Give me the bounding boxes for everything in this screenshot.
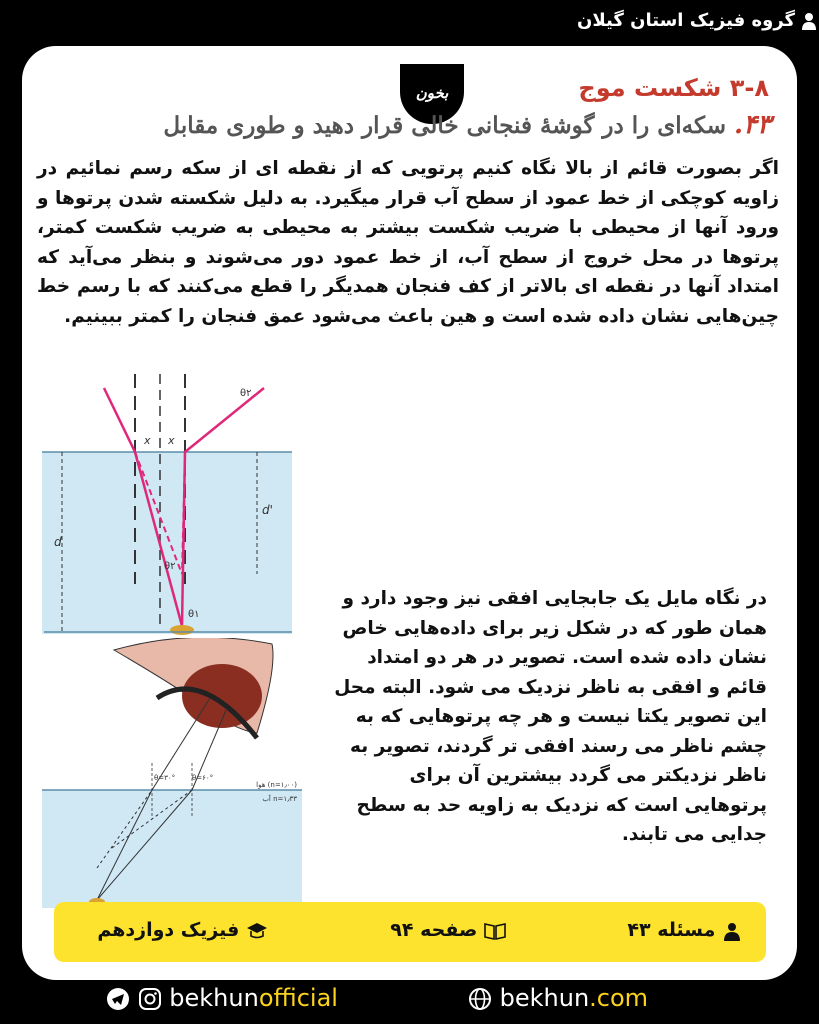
water-region-2 xyxy=(42,790,302,908)
coin xyxy=(170,625,194,635)
logo-text: بخون xyxy=(415,84,449,102)
footer-page: صفحه ۹۴ xyxy=(390,919,506,941)
label-theta2: θ۲ xyxy=(164,561,176,572)
label-d-prime: d' xyxy=(262,503,273,517)
group-label: گروه فیزیک استان گیلان xyxy=(577,10,795,31)
graduation-cap-icon xyxy=(246,922,268,940)
problem-number: ۴۳. xyxy=(734,110,771,140)
telegram-icon xyxy=(106,987,130,1011)
label-theta1: θ۱ xyxy=(188,609,200,620)
label-angle-a: θ=۳۰° xyxy=(154,774,176,782)
eye-iris xyxy=(182,664,262,728)
label-x-left: x xyxy=(144,434,151,447)
social-telegram-instagram[interactable]: bekhunofficial xyxy=(106,984,338,1012)
footer-problem: مسئله ۴۳ xyxy=(627,919,742,941)
answer-paragraph-1: اگر بصورت قائم از بالا نگاه کنیم پرتویی که از نقطه ای از سکه رسم نمائیم در زاویه کوچکی از خط عمود از سطح آب قرار میگیرد. به دلیل شکسته شدن پرتوها و ورود آنها از محیطی با ضریب شکست بیشتر به محیطی به ضریب شکست کمتر، پرتوها در محل خروج از سطح آب، از خط عمود دور می‌شوند و بنظر می‌آید که امتداد آنها در نقطه ای بالاتر از کف فنجان همدیگر را قطع می‌کنند که با رسم خط چین‌هایی نشان داده شده است و هین باعث می‌شود عمق فنجان را کمتر ببینیم. xyxy=(37,158,779,327)
footer-info-bar xyxy=(54,902,766,962)
label-theta2-top: θ۲ xyxy=(240,388,252,399)
student-icon xyxy=(722,921,742,941)
footer-book: فیزیک دوازدهم xyxy=(97,919,268,941)
social-website[interactable]: bekhun.com xyxy=(468,984,648,1012)
content-card xyxy=(22,46,797,980)
problem-statement xyxy=(163,110,771,140)
label-water: آب n=۱٫۳۳ xyxy=(262,795,297,803)
vertical-view-figure xyxy=(32,374,302,644)
label-angle-b: θ=۶۰° xyxy=(192,774,214,782)
top-bar xyxy=(0,0,819,46)
answer-paragraph-2: در نگاه مایل یک جابجایی افقی نیز وجود دارد و همان طور که در شکل زیر برای داده‌هایی خاص نشان داده شده است. تصویر در هر دو امتداد قائم و افقی به ناظر نزدیک می شود. البته محل این تصویر یکتا نیست و هر چه پرتوهایی که به چشم ناظر می رسند افقی تر گردند، تصویر به ناظر نزدیکتر می گردد بیشترین آن برای پرتوهایی است که نزدیک به زاویه حد به سطح جدایی می تابند. xyxy=(334,588,767,845)
instagram-icon xyxy=(138,987,162,1011)
book-icon xyxy=(484,922,506,940)
water-region xyxy=(42,452,292,634)
label-x-right: x xyxy=(168,434,175,447)
problem-text: سکه‌ای را در گوشهٔ فنجانی خالی قرار دهید و طوری مقابل xyxy=(163,112,726,139)
section-title: ۳-۸ شکست موج xyxy=(578,74,769,102)
label-air: هوا (n=۱٫۰۰) xyxy=(256,781,297,789)
oblique-view-figure xyxy=(42,638,302,908)
user-icon xyxy=(801,12,817,30)
globe-icon xyxy=(468,987,492,1011)
label-d: d xyxy=(54,535,62,549)
